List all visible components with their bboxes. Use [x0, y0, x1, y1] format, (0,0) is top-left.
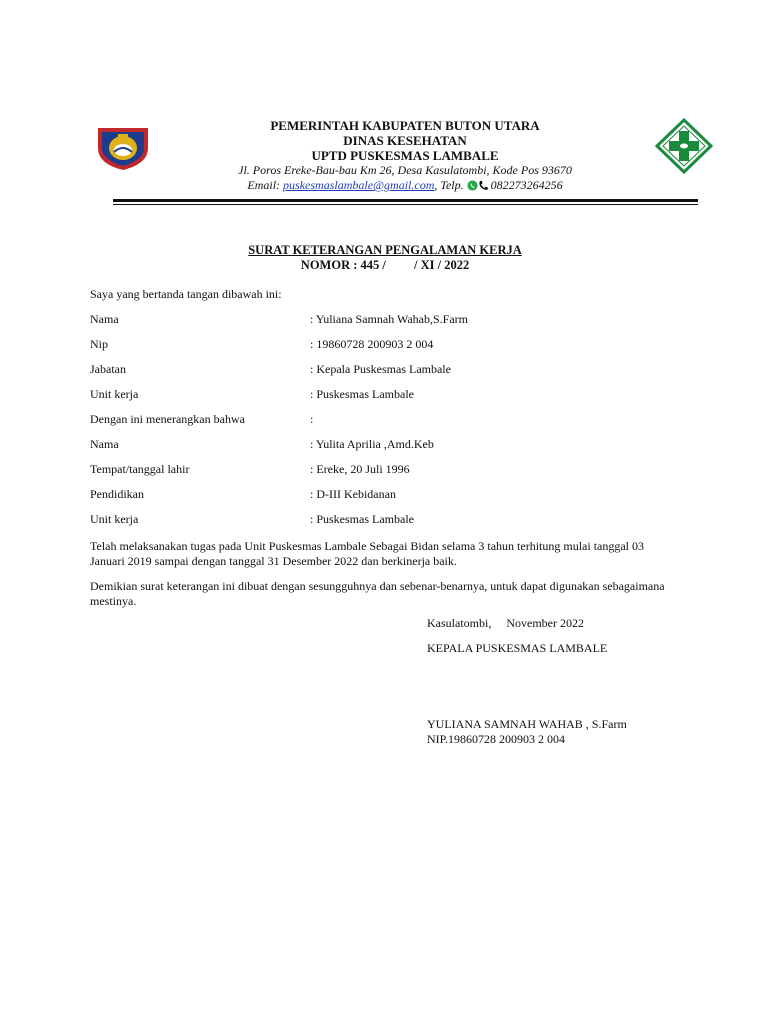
- field-label: Nama: [90, 312, 119, 326]
- letter-number: NOMOR : 445 / / XI / 2022: [300, 258, 470, 272]
- place-date: Kasulatombi, November 2022: [427, 616, 584, 630]
- address: Jl. Poros Ereke-Bau-bau Km 26, Desa Kasulatombi, Kode Pos 93670: [238, 163, 572, 177]
- signer-name: YULIANA SAMNAH WAHAB , S.Farm: [427, 717, 627, 731]
- signer-position: KEPALA PUSKESMAS LAMBALE: [427, 641, 608, 655]
- contact-line: [170, 178, 640, 195]
- letter-title: [90, 243, 680, 273]
- gov-name: PEMERINTAH KABUPATEN BUTON UTARA: [270, 118, 540, 133]
- phone-label: , Telp.: [434, 178, 467, 192]
- title-main: SURAT KETERANGAN PENGALAMAN KERJA: [248, 243, 522, 257]
- field-label: Tempat/tanggal lahir: [90, 462, 190, 476]
- field-label: Jabatan: [90, 362, 126, 376]
- field-row: [90, 512, 670, 537]
- service-paragraph: Telah melaksanakan tugas pada Unit Puskesmas Lambale Sebagai Bidan selama 3 tahun terhitung mulai tanggal 03 Januari 2019 sampai dengan tanggal 31 Desember 2022 dan berkinerja baik.: [90, 539, 645, 568]
- email-link[interactable]: puskesmaslambale@gmail.com: [283, 178, 435, 192]
- field-row: [90, 487, 670, 512]
- closing-paragraph: Demikian surat keterangan ini dibuat dengan sesungguhnya dan sebenar-benarnya, untuk dapat digunakan sebagaimana mestinya.: [90, 579, 665, 608]
- regency-emblem-icon: [94, 122, 152, 172]
- field-row: [90, 337, 670, 362]
- field-value: : Ereke, 20 Juli 1996: [310, 462, 410, 476]
- signature-space: [427, 656, 627, 717]
- letterhead-text: [170, 118, 640, 195]
- signature-block: [427, 616, 627, 747]
- whatsapp-icon: [467, 180, 478, 195]
- field-row: [90, 362, 670, 387]
- declaration-label: Dengan ini menerangkan bahwa: [90, 412, 245, 426]
- field-label: Nip: [90, 337, 108, 351]
- field-value: : Yulita Aprilia ,Amd.Keb: [310, 437, 434, 451]
- field-value: : Puskesmas Lambale: [310, 512, 414, 526]
- field-row: [90, 437, 670, 462]
- field-value: : D-III Kebidanan: [310, 487, 396, 501]
- field-value: : 19860728 200903 2 004: [310, 337, 434, 351]
- email-label: Email:: [247, 178, 284, 192]
- phone-number: 082273264256: [487, 178, 563, 192]
- letterhead-rule-thick: [113, 199, 698, 202]
- field-row: [90, 312, 670, 337]
- phone-icon: [478, 180, 488, 195]
- letterhead-rule-thin: [113, 204, 698, 205]
- field-value: : Yuliana Samnah Wahab,S.Farm: [310, 312, 469, 326]
- field-label: Pendidikan: [90, 487, 144, 501]
- declaration-row: [90, 412, 670, 437]
- field-label: Unit kerja: [90, 387, 139, 401]
- unit-name: UPTD PUSKESMAS LAMBALE: [311, 148, 499, 163]
- signer-nip: NIP.19860728 200903 2 004: [427, 732, 566, 746]
- agency-name: DINAS KESEHATAN: [343, 133, 467, 148]
- field-value: : Puskesmas Lambale: [310, 387, 414, 401]
- declaration-colon: :: [310, 412, 314, 426]
- field-row: [90, 387, 670, 412]
- letter-body: [90, 287, 670, 609]
- field-label: Unit kerja: [90, 512, 139, 526]
- letterhead: [90, 118, 720, 204]
- field-label: Nama: [90, 437, 119, 451]
- intro-text: Saya yang bertanda tangan dibawah ini:: [90, 287, 282, 301]
- puskesmas-logo-icon: [653, 118, 715, 174]
- field-row: [90, 462, 670, 487]
- field-value: : Kepala Puskesmas Lambale: [310, 362, 451, 376]
